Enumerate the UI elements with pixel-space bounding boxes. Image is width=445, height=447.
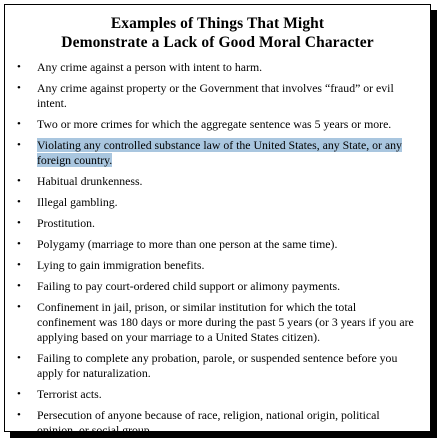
list-item-text: Lying to gain immigration benefits. <box>37 258 205 272</box>
list-item-highlighted <box>5 138 430 168</box>
bullet-icon: • <box>17 352 21 364</box>
bullet-icon: • <box>17 280 21 292</box>
list-item <box>5 387 430 402</box>
list-item-text: Habitual drunkenness. <box>37 174 143 188</box>
examples-list <box>5 60 430 438</box>
list-item <box>5 81 430 111</box>
list-item <box>5 60 430 75</box>
list-item-text: Two or more crimes for which the aggregate sentence was 5 years or more. <box>37 117 392 131</box>
bullet-icon: • <box>17 409 21 421</box>
bullet-icon: • <box>17 82 21 94</box>
bullet-icon: • <box>17 238 21 250</box>
list-item <box>5 351 430 381</box>
list-item-text: Failing to pay court-ordered child support or alimony payments. <box>37 279 341 293</box>
list-item-text: Any crime against a person with intent to harm. <box>37 60 263 74</box>
list-item-text: Persecution of anyone because of race, religion, national origin, political opinion, or social group. <box>37 408 380 437</box>
list-item-text: Polygamy (marriage to more than one person at the same time). <box>37 237 338 251</box>
box-title <box>5 14 430 52</box>
bullet-icon: • <box>17 301 21 313</box>
list-item <box>5 195 430 210</box>
title-line-2: Demonstrate a Lack of Good Moral Character <box>61 34 374 51</box>
bullet-icon: • <box>17 196 21 208</box>
list-item-text: Failing to complete any probation, parole, or suspended sentence before you apply for naturalization. <box>37 351 398 380</box>
bullet-icon: • <box>17 388 21 400</box>
moral-character-box <box>4 4 431 437</box>
title-line-1: Examples of Things That Might <box>110 15 325 32</box>
list-item <box>5 258 430 273</box>
bullet-icon: • <box>17 139 21 151</box>
list-item-text: Confinement in jail, prison, or similar institution for which the total confinement was 180 days or more during the past 5 years (or 3 years if you are applying based on your marriage to a United States citizen). <box>37 300 414 344</box>
list-item-text-selected[interactable]: Violating any controlled substance law of the United States, any State, or any foreign country. <box>37 138 402 167</box>
list-item <box>5 237 430 252</box>
list-item <box>5 408 430 438</box>
list-item-text: Prostitution. <box>37 216 96 230</box>
list-item <box>5 174 430 189</box>
bullet-icon: • <box>17 217 21 229</box>
bullet-icon: • <box>17 175 21 187</box>
list-item-text: Terrorist acts. <box>37 387 102 401</box>
list-item-text: Any crime against property or the Government that involves “fraud” or evil intent. <box>37 81 394 110</box>
bullet-icon: • <box>17 118 21 130</box>
list-item <box>5 279 430 294</box>
list-item <box>5 216 430 231</box>
list-item <box>5 117 430 132</box>
list-item <box>5 300 430 345</box>
bullet-icon: • <box>17 259 21 271</box>
list-item-text: Illegal gambling. <box>37 195 118 209</box>
bullet-icon: • <box>17 61 21 73</box>
